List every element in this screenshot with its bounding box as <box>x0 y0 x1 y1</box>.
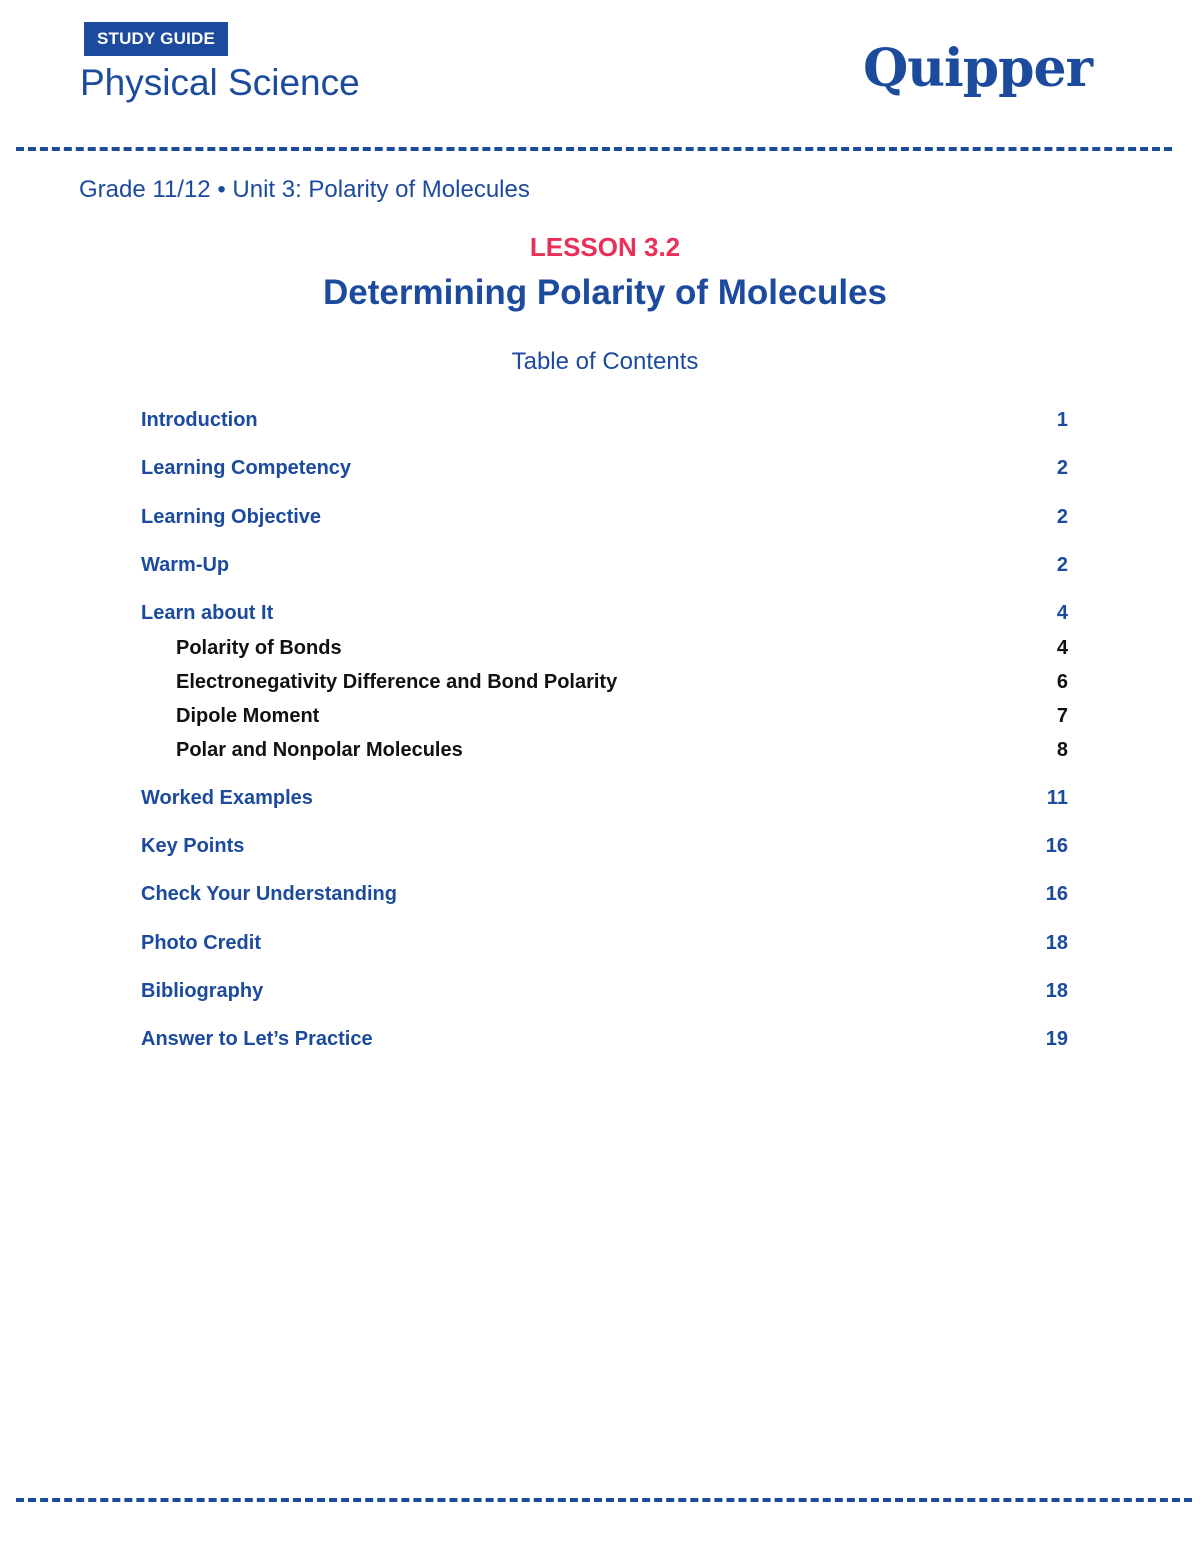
toc-entry-learning-objective[interactable] <box>141 502 1068 532</box>
study-guide-badge: STUDY GUIDE <box>84 22 228 56</box>
unit-breadcrumb: Grade 11/12 • Unit 3: Polarity of Molecules <box>79 176 530 203</box>
toc-entry-page: 16 <box>1045 883 1068 905</box>
toc-entry-label: Learn about It <box>141 602 274 624</box>
toc-entry-label: Key Points <box>141 835 245 857</box>
toc-subentry-dipole-moment[interactable] <box>176 701 1068 731</box>
toc-entry-label: Introduction <box>141 409 258 431</box>
toc-entry-label: Answer to Let’s Practice <box>141 1028 373 1050</box>
toc-entry-page: 2 <box>1056 457 1068 479</box>
lesson-number: LESSON 3.2 <box>529 232 681 262</box>
toc-entry-check-your-understanding[interactable] <box>141 879 1068 909</box>
toc-entry-page: 1 <box>1056 409 1068 431</box>
toc-entry-label: Learning Objective <box>141 506 322 528</box>
toc-subentry-polarity-of-bonds[interactable] <box>176 633 1068 663</box>
subject-title: Physical Science <box>80 62 360 103</box>
toc-entry-page: 8 <box>1056 739 1068 761</box>
toc-entry-photo-credit[interactable] <box>141 928 1068 958</box>
toc-entry-page: 4 <box>1056 602 1068 624</box>
toc-entry-page: 4 <box>1056 637 1068 659</box>
quipper-logo: Quipper <box>862 38 1092 99</box>
toc-entry-introduction[interactable] <box>141 405 1068 435</box>
toc-entry-page: 2 <box>1056 554 1068 576</box>
toc-entry-page: 18 <box>1045 980 1068 1002</box>
toc-entry-label: Worked Examples <box>141 787 313 809</box>
toc-entry-label: Warm-Up <box>141 554 230 576</box>
toc-entry-page: 11 <box>1046 787 1068 809</box>
toc-entry-learn-about-it[interactable] <box>141 598 1068 628</box>
toc-entry-label: Check Your Understanding <box>141 883 397 905</box>
toc-entry-label: Polar and Nonpolar Molecules <box>176 739 463 761</box>
toc-entry-answer-lets-practice[interactable] <box>141 1024 1068 1054</box>
toc-entry-warm-up[interactable] <box>141 550 1068 580</box>
toc-entry-label: Bibliography <box>141 980 264 1002</box>
toc-entry-label: Electronegativity Difference and Bond Polarity <box>176 671 618 693</box>
toc-entry-bibliography[interactable] <box>141 976 1068 1006</box>
toc-entry-learning-competency[interactable] <box>141 453 1068 483</box>
toc-entry-page: 7 <box>1056 705 1068 727</box>
toc-entry-page: 2 <box>1056 506 1068 528</box>
toc-entry-page: 19 <box>1045 1028 1068 1050</box>
toc-entry-worked-examples[interactable] <box>141 783 1068 813</box>
top-dashed-divider <box>16 147 1172 151</box>
toc-subentry-polar-nonpolar[interactable] <box>176 735 1068 765</box>
toc-entry-label: Polarity of Bonds <box>176 637 342 659</box>
lesson-title: Determining Polarity of Molecules <box>323 273 887 312</box>
toc-heading: Table of Contents <box>511 348 699 375</box>
toc-entry-label: Photo Credit <box>141 932 261 954</box>
toc-entry-label: Dipole Moment <box>176 705 320 727</box>
toc-entry-page: 16 <box>1045 835 1068 857</box>
toc-entry-page: 18 <box>1045 932 1068 954</box>
toc-entry-page: 6 <box>1056 671 1068 693</box>
toc-entry-key-points[interactable] <box>141 831 1068 861</box>
bottom-dashed-divider <box>16 1498 1192 1502</box>
toc-subentry-electronegativity[interactable] <box>176 667 1068 697</box>
toc-entry-label: Learning Competency <box>141 457 352 479</box>
